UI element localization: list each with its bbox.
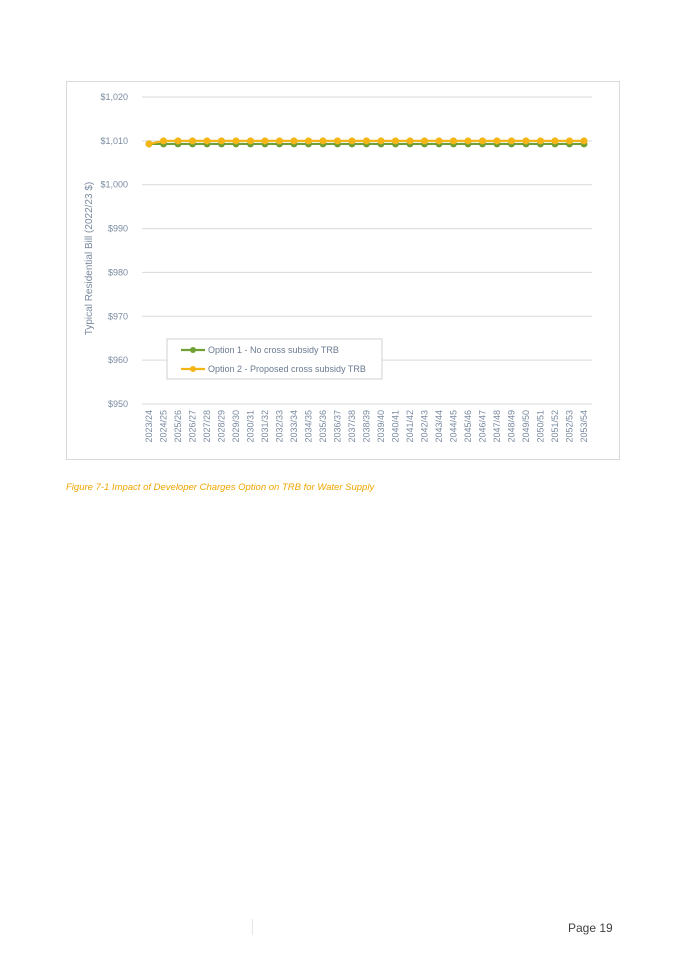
data-point: [538, 138, 544, 144]
x-tick-label: 2024/25: [158, 410, 169, 443]
data-point: [219, 138, 225, 144]
data-point: [320, 138, 326, 144]
data-point: [480, 138, 486, 144]
legend-marker: [190, 347, 196, 353]
data-point: [422, 138, 428, 144]
y-tick-label: $1,000: [100, 179, 128, 190]
data-point: [465, 138, 471, 144]
y-tick-label: $990: [107, 223, 128, 234]
x-tick-label: 2032/33: [274, 410, 285, 443]
x-tick-label: 2028/29: [216, 410, 227, 443]
figure-caption: Figure 7-1 Impact of Developer Charges Option on TRB for Water Supply: [66, 482, 375, 493]
x-tick-label: 2037/38: [347, 410, 357, 443]
y-axis-title: Typical Residential Bill (2022/23 $): [84, 181, 95, 336]
x-tick-label: 2040/41: [390, 410, 401, 443]
x-tick-label: 2049/50: [521, 410, 531, 443]
legend-label: Option 2 - Proposed cross subsidy TRB: [208, 364, 366, 374]
x-tick-label: 2044/45: [448, 410, 459, 443]
x-tick-label: 2041/42: [405, 410, 415, 443]
x-tick-label: 2046/47: [477, 410, 488, 443]
x-tick-label: 2027/28: [202, 410, 212, 443]
data-point: [262, 138, 268, 144]
y-tick-label: $1,010: [100, 135, 128, 146]
y-tick-label: $950: [107, 399, 128, 409]
x-tick-label: 2053/54: [579, 410, 589, 443]
data-point: [364, 138, 370, 144]
data-point: [378, 138, 384, 144]
data-point: [509, 138, 515, 144]
x-tick-label: 2048/49: [506, 410, 517, 443]
data-point: [393, 138, 399, 144]
legend-label: Option 1 - No cross subsidy TRB: [208, 345, 339, 355]
page-number: Page 19: [568, 921, 613, 935]
y-tick-label: $970: [107, 311, 128, 322]
x-tick-label: 2035/36: [318, 410, 328, 443]
data-point: [233, 138, 239, 144]
data-point: [436, 138, 442, 144]
data-point: [175, 138, 181, 144]
data-point: [581, 138, 587, 144]
x-tick-label: 2029/30: [231, 410, 241, 443]
data-point: [552, 138, 558, 144]
data-point: [161, 138, 167, 144]
x-tick-label: 2043/44: [434, 410, 444, 443]
x-tick-label: 2052/53: [564, 410, 575, 443]
x-tick-label: 2034/35: [303, 410, 314, 443]
data-point: [248, 138, 254, 144]
x-tick-label: 2030/31: [245, 410, 256, 443]
data-point: [335, 138, 341, 144]
data-point: [306, 138, 312, 144]
y-tick-label: $1,020: [100, 92, 128, 102]
data-point: [204, 138, 210, 144]
y-tick-label: $960: [107, 355, 128, 366]
x-tick-label: 2045/46: [463, 410, 473, 443]
data-point: [277, 138, 283, 144]
data-point: [146, 141, 152, 147]
data-point: [451, 138, 457, 144]
x-tick-label: 2033/34: [289, 410, 299, 443]
data-point: [523, 138, 529, 144]
line-chart: [66, 81, 620, 460]
x-tick-label: 2050/51: [535, 410, 546, 443]
footer-divider: [252, 919, 253, 935]
data-point: [567, 138, 573, 144]
x-tick-label: 2023/24: [144, 410, 154, 443]
x-tick-label: 2047/48: [492, 410, 502, 443]
x-tick-label: 2036/37: [332, 410, 343, 443]
x-tick-label: 2039/40: [376, 410, 386, 443]
x-tick-label: 2051/52: [550, 410, 560, 443]
x-tick-label: 2025/26: [173, 410, 183, 443]
y-tick-label: $980: [107, 267, 128, 278]
data-point: [407, 138, 413, 144]
x-tick-label: 2038/39: [361, 410, 372, 443]
data-point: [494, 138, 500, 144]
legend-marker: [190, 366, 196, 372]
x-tick-label: 2026/27: [187, 410, 198, 443]
x-tick-label: 2031/32: [260, 410, 270, 443]
data-point: [291, 138, 297, 144]
data-point: [349, 138, 355, 144]
data-point: [190, 138, 196, 144]
x-tick-label: 2042/43: [419, 410, 430, 443]
